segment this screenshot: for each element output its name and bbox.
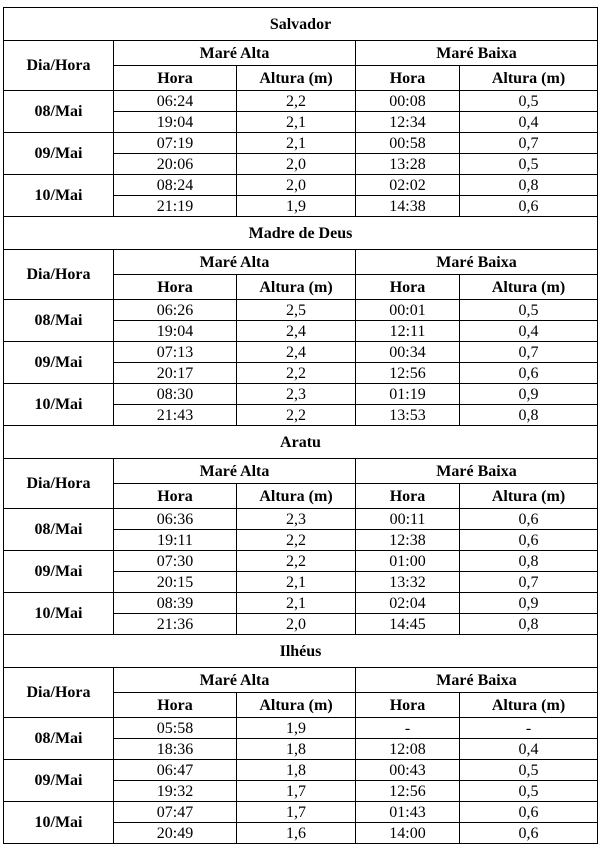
altura-header: Altura (m) — [237, 275, 356, 300]
high-tide-height: 1,7 — [237, 781, 356, 802]
table-row — [4, 551, 598, 572]
low-tide-time: 00:43 — [356, 760, 460, 781]
table-row — [4, 133, 598, 154]
low-tide-height: 0,6 — [460, 823, 598, 844]
hora-header: Hora — [356, 66, 460, 91]
low-tide-time: 12:08 — [356, 739, 460, 760]
high-tide-time: 06:36 — [114, 509, 237, 530]
table-row — [4, 384, 598, 405]
high-tide-time: 07:47 — [114, 802, 237, 823]
low-tide-height: 0,6 — [460, 509, 598, 530]
low-tide-height: 0,6 — [460, 802, 598, 823]
low-tide-height: 0,6 — [460, 363, 598, 384]
low-tide-time: 14:00 — [356, 823, 460, 844]
altura-header: Altura (m) — [237, 693, 356, 718]
low-tide-time: 00:34 — [356, 342, 460, 363]
low-tide-time: 13:28 — [356, 154, 460, 175]
day-cell: 09/Mai — [4, 551, 114, 593]
mare-baixa-header: Maré Baixa — [356, 41, 598, 66]
low-tide-height: 0,6 — [460, 530, 598, 551]
table-row — [4, 802, 598, 823]
low-tide-time: 02:04 — [356, 593, 460, 614]
dia-hora-header: Dia/Hora — [4, 459, 114, 509]
high-tide-height: 2,3 — [237, 509, 356, 530]
low-tide-height: 0,8 — [460, 614, 598, 635]
high-tide-time: 20:06 — [114, 154, 237, 175]
low-tide-height: 0,9 — [460, 593, 598, 614]
low-tide-height: 0,4 — [460, 321, 598, 342]
low-tide-height: 0,5 — [460, 300, 598, 321]
high-tide-time: 07:13 — [114, 342, 237, 363]
low-tide-time: 12:56 — [356, 781, 460, 802]
hora-header: Hora — [114, 275, 237, 300]
low-tide-time: 12:34 — [356, 112, 460, 133]
high-tide-height: 2,0 — [237, 175, 356, 196]
altura-header: Altura (m) — [237, 484, 356, 509]
mare-alta-header: Maré Alta — [114, 250, 356, 275]
low-tide-height: 0,5 — [460, 760, 598, 781]
low-tide-height: 0,5 — [460, 154, 598, 175]
location-title: Madre de Deus — [4, 217, 598, 250]
location-title-row — [4, 8, 598, 41]
table-row — [4, 509, 598, 530]
low-tide-height: 0,5 — [460, 781, 598, 802]
high-tide-height: 2,2 — [237, 363, 356, 384]
day-cell: 08/Mai — [4, 718, 114, 760]
location-title: Ilhéus — [4, 635, 598, 668]
location-title: Salvador — [4, 8, 598, 41]
low-tide-time: 01:00 — [356, 551, 460, 572]
high-tide-time: 08:30 — [114, 384, 237, 405]
high-tide-height: 2,1 — [237, 572, 356, 593]
low-tide-height: 0,7 — [460, 572, 598, 593]
header-row-groups — [4, 41, 598, 66]
altura-header: Altura (m) — [460, 275, 598, 300]
low-tide-time: 14:45 — [356, 614, 460, 635]
day-cell: 10/Mai — [4, 384, 114, 426]
altura-header: Altura (m) — [460, 484, 598, 509]
tide-table — [3, 7, 598, 844]
high-tide-height: 2,4 — [237, 321, 356, 342]
table-row — [4, 91, 598, 112]
mare-baixa-header: Maré Baixa — [356, 668, 598, 693]
high-tide-height: 1,9 — [237, 196, 356, 217]
day-cell: 10/Mai — [4, 175, 114, 217]
low-tide-time: 12:11 — [356, 321, 460, 342]
high-tide-time: 19:04 — [114, 112, 237, 133]
high-tide-height: 2,1 — [237, 593, 356, 614]
high-tide-height: 2,2 — [237, 530, 356, 551]
low-tide-height: - — [460, 718, 598, 739]
low-tide-height: 0,8 — [460, 175, 598, 196]
low-tide-height: 0,8 — [460, 551, 598, 572]
low-tide-time: 02:02 — [356, 175, 460, 196]
location-title: Aratu — [4, 426, 598, 459]
low-tide-height: 0,6 — [460, 196, 598, 217]
mare-alta-header: Maré Alta — [114, 668, 356, 693]
location-title-row — [4, 635, 598, 668]
hora-header: Hora — [114, 66, 237, 91]
day-cell: 08/Mai — [4, 509, 114, 551]
high-tide-height: 2,1 — [237, 112, 356, 133]
location-title-row — [4, 426, 598, 459]
high-tide-time: 06:26 — [114, 300, 237, 321]
high-tide-time: 20:17 — [114, 363, 237, 384]
table-row — [4, 300, 598, 321]
low-tide-time: 00:58 — [356, 133, 460, 154]
high-tide-height: 2,2 — [237, 91, 356, 112]
low-tide-time: 01:43 — [356, 802, 460, 823]
header-row-groups — [4, 250, 598, 275]
high-tide-time: 08:24 — [114, 175, 237, 196]
low-tide-height: 0,7 — [460, 133, 598, 154]
low-tide-time: 13:32 — [356, 572, 460, 593]
table-row — [4, 342, 598, 363]
high-tide-time: 21:36 — [114, 614, 237, 635]
high-tide-time: 19:11 — [114, 530, 237, 551]
low-tide-time: 12:38 — [356, 530, 460, 551]
day-cell: 09/Mai — [4, 342, 114, 384]
high-tide-height: 2,0 — [237, 614, 356, 635]
high-tide-time: 05:58 — [114, 718, 237, 739]
low-tide-time: 14:38 — [356, 196, 460, 217]
high-tide-time: 19:04 — [114, 321, 237, 342]
dia-hora-header: Dia/Hora — [4, 41, 114, 91]
table-row — [4, 760, 598, 781]
low-tide-height: 0,4 — [460, 739, 598, 760]
high-tide-height: 1,7 — [237, 802, 356, 823]
table-row — [4, 175, 598, 196]
mare-alta-header: Maré Alta — [114, 459, 356, 484]
high-tide-time: 07:30 — [114, 551, 237, 572]
hora-header: Hora — [114, 484, 237, 509]
day-cell: 09/Mai — [4, 760, 114, 802]
low-tide-height: 0,7 — [460, 342, 598, 363]
altura-header: Altura (m) — [460, 693, 598, 718]
high-tide-time: 08:39 — [114, 593, 237, 614]
day-cell: 08/Mai — [4, 91, 114, 133]
header-row-groups — [4, 668, 598, 693]
high-tide-time: 07:19 — [114, 133, 237, 154]
low-tide-time: 13:53 — [356, 405, 460, 426]
low-tide-height: 0,4 — [460, 112, 598, 133]
low-tide-height: 0,5 — [460, 91, 598, 112]
high-tide-time: 21:19 — [114, 196, 237, 217]
altura-header: Altura (m) — [237, 66, 356, 91]
header-row-groups — [4, 459, 598, 484]
day-cell: 10/Mai — [4, 593, 114, 635]
day-cell: 08/Mai — [4, 300, 114, 342]
hora-header: Hora — [356, 275, 460, 300]
high-tide-height: 1,9 — [237, 718, 356, 739]
high-tide-height: 1,8 — [237, 739, 356, 760]
mare-baixa-header: Maré Baixa — [356, 459, 598, 484]
high-tide-time: 06:24 — [114, 91, 237, 112]
high-tide-height: 1,8 — [237, 760, 356, 781]
high-tide-time: 18:36 — [114, 739, 237, 760]
high-tide-time: 21:43 — [114, 405, 237, 426]
hora-header: Hora — [356, 693, 460, 718]
low-tide-time: 00:08 — [356, 91, 460, 112]
high-tide-height: 2,3 — [237, 384, 356, 405]
table-row — [4, 718, 598, 739]
low-tide-time: 00:01 — [356, 300, 460, 321]
location-title-row — [4, 217, 598, 250]
high-tide-height: 2,2 — [237, 551, 356, 572]
high-tide-height: 2,5 — [237, 300, 356, 321]
mare-alta-header: Maré Alta — [114, 41, 356, 66]
altura-header: Altura (m) — [460, 66, 598, 91]
low-tide-height: 0,8 — [460, 405, 598, 426]
low-tide-time: 12:56 — [356, 363, 460, 384]
high-tide-height: 2,1 — [237, 133, 356, 154]
high-tide-height: 2,4 — [237, 342, 356, 363]
high-tide-height: 2,2 — [237, 405, 356, 426]
dia-hora-header: Dia/Hora — [4, 668, 114, 718]
mare-baixa-header: Maré Baixa — [356, 250, 598, 275]
low-tide-time: 00:11 — [356, 509, 460, 530]
high-tide-height: 2,0 — [237, 154, 356, 175]
high-tide-time: 20:15 — [114, 572, 237, 593]
high-tide-time: 06:47 — [114, 760, 237, 781]
tide-table-container — [3, 7, 597, 844]
low-tide-time: 01:19 — [356, 384, 460, 405]
hora-header: Hora — [356, 484, 460, 509]
high-tide-time: 19:32 — [114, 781, 237, 802]
dia-hora-header: Dia/Hora — [4, 250, 114, 300]
hora-header: Hora — [114, 693, 237, 718]
day-cell: 10/Mai — [4, 802, 114, 844]
high-tide-time: 20:49 — [114, 823, 237, 844]
low-tide-height: 0,9 — [460, 384, 598, 405]
high-tide-height: 1,6 — [237, 823, 356, 844]
table-row — [4, 593, 598, 614]
low-tide-time: - — [356, 718, 460, 739]
day-cell: 09/Mai — [4, 133, 114, 175]
